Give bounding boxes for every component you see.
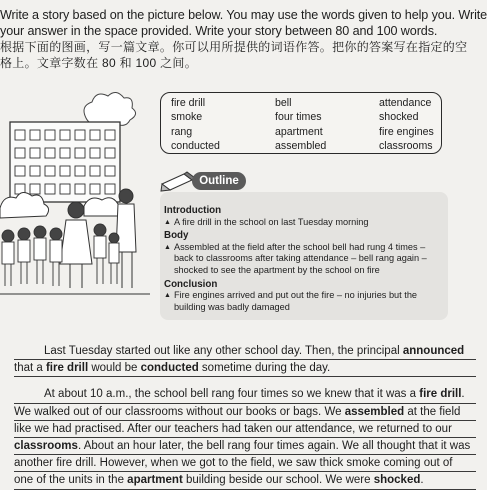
instruction-line-2: your answer in the space provided. Write your story between 80 and 100 words. <box>0 24 438 38</box>
word-item: bell <box>275 97 292 109</box>
outline-item: ▲ Assembled at the field after the school bell had rung 4 times – back to classrooms after taking attendance – bell rang again – shocked to see the apartment by the school on fire <box>164 241 427 275</box>
introduction-heading: Introduction <box>164 205 222 216</box>
outline-tab <box>160 170 250 196</box>
story-line: We walked out of our classrooms without our books or bags. We assembled at the field <box>14 404 476 421</box>
word-item: classrooms <box>379 139 433 152</box>
conclusion-heading: Conclusion <box>164 278 218 290</box>
story-line: like we had practised. After our teachers had taken our attendance, we returned to our <box>14 421 476 438</box>
outline-label: Outline <box>192 172 246 190</box>
triangle-bullet-icon: ▲ <box>164 218 171 226</box>
instruction-line-1: Write a story based on the picture below. You may use the words given to help you. Write <box>0 8 487 22</box>
word-item: smoke <box>171 111 203 124</box>
instructions <box>0 8 487 72</box>
word-item: fire engines <box>379 125 434 138</box>
triangle-bullet-icon: ▲ <box>164 243 171 251</box>
word-item: attendance <box>379 97 432 109</box>
instruction-line-3: 根据下面的图画，写一篇文章。你可以用所提供的词语作答。把你的答案写在指定的空 <box>0 40 468 54</box>
body-heading: Body <box>164 230 189 242</box>
story-line: classrooms. About an hour later, the bell rang four times again. We all thought that it was <box>14 438 476 455</box>
triangle-bullet-icon: ▲ <box>164 292 171 300</box>
pencil-icon <box>160 170 196 194</box>
word-item: apartment <box>275 125 323 138</box>
fire-drill-illustration <box>0 88 150 308</box>
word-item: shocked <box>379 111 419 124</box>
story-line: Last Tuesday started out like any other school day. Then, the principal announced <box>14 343 476 360</box>
outline-content <box>164 203 446 313</box>
word-item: rang <box>171 125 193 138</box>
story-text <box>14 343 476 490</box>
word-bank <box>160 92 442 154</box>
story-line: one of the units in the apartment building beside our school. We were shocked. <box>14 472 476 489</box>
outline-item: ▲ A fire drill in the school on last Tuesday morning <box>164 216 369 227</box>
word-item: assembled <box>275 139 327 152</box>
outline-item: ▲ Fire engines arrived and put out the fire – no injuries but the building was badly damaged <box>164 290 418 312</box>
word-item: four times <box>275 111 322 124</box>
story-line: another fire drill. However, when we got to the field, we saw thick smoke coming out of <box>14 455 476 472</box>
word-item: conducted <box>171 139 220 152</box>
story-line: At about 10 a.m., the school bell rang four times so we knew that it was a fire drill. <box>14 386 476 403</box>
story-line: that a fire drill would be conducted sometime during the day. <box>14 360 476 377</box>
instruction-line-4: 格上。文章字数在 80 和 100 之间。 <box>0 56 198 70</box>
word-item: fire drill <box>171 97 206 109</box>
